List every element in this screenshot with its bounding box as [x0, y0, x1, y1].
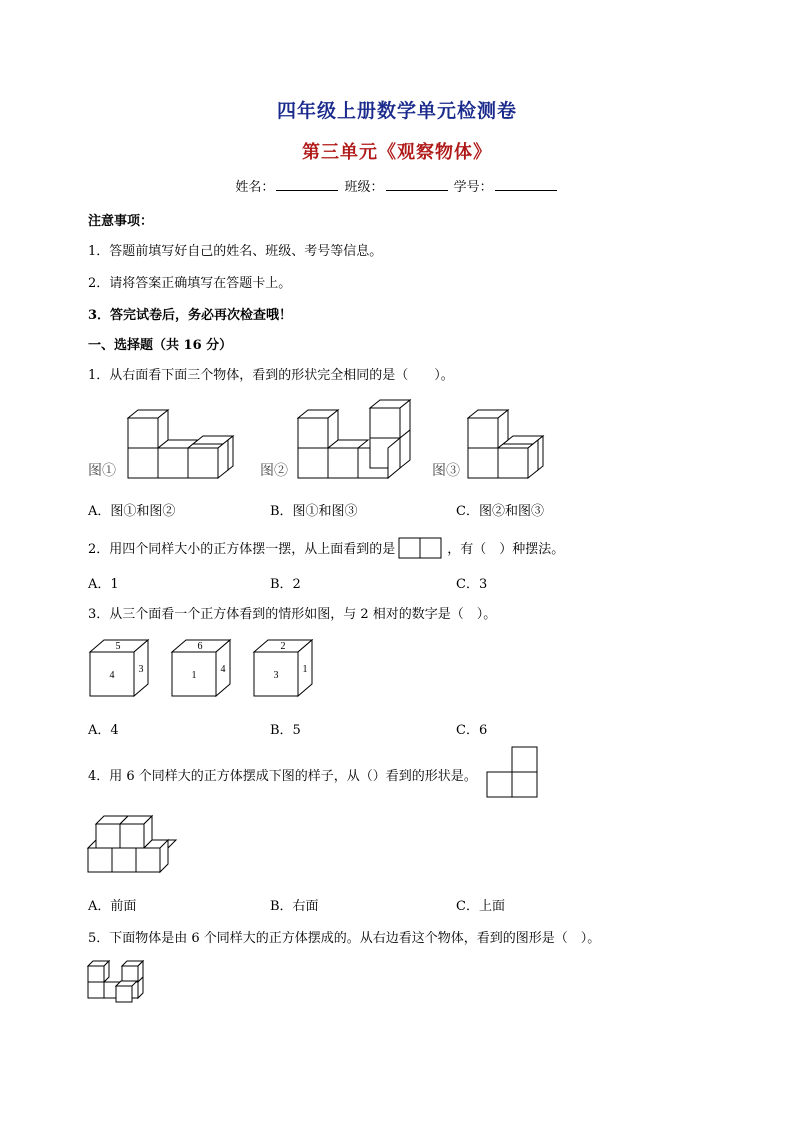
q1-figure-3	[432, 400, 572, 490]
question-2-text-before: 2．用四个同样大小的正方体摆一摆，从上面看到的是	[88, 542, 396, 557]
q1-figure-2	[260, 400, 440, 490]
q5-cube-stack	[86, 956, 156, 1006]
q3-cube1-side: 3	[138, 664, 144, 675]
question-2-text	[88, 537, 564, 559]
q2-option-b[interactable]: B．2	[270, 577, 301, 592]
q1-figure-2-label: 图②	[260, 464, 288, 479]
page-subtitle: 第三单元《观察物体》	[302, 142, 492, 163]
note-item-2: 2．请将答案正确填写在答题卡上。	[88, 276, 292, 291]
q3-cube2-side: 4	[220, 664, 226, 675]
notes-heading: 注意事项：	[88, 214, 154, 229]
q3-cube2-front: 1	[191, 670, 197, 681]
number-blank[interactable]	[495, 178, 557, 191]
q4-option-b[interactable]: B．右面	[270, 899, 319, 914]
q1-option-a[interactable]: A．图①和图②	[88, 504, 176, 519]
class-blank[interactable]	[386, 178, 448, 191]
question-4-text	[88, 765, 477, 784]
q3-option-b[interactable]: B．5	[270, 723, 301, 738]
q1-figure-3-label: 图③	[432, 464, 460, 479]
q3-option-c[interactable]: C．6	[456, 723, 488, 738]
q4-view-shape-icon	[486, 746, 540, 800]
question-5-text: 5．下面物体是由 6 个同样大的正方体摆成的。从右边看这个物体，看到的图形是（ ）。	[88, 931, 601, 946]
q3-dice-figures	[88, 638, 338, 700]
q4-cube-stack	[86, 810, 181, 880]
q4-option-c[interactable]: C．上面	[456, 899, 505, 914]
question-4-text-before: 4．用 6 个同样大的正方体摆成下图的样子，从（）看到的形状是	[88, 769, 464, 784]
q1-option-b[interactable]: B．图①和图③	[270, 504, 358, 519]
class-label: 班级：	[344, 180, 384, 195]
name-label: 姓名：	[235, 180, 275, 195]
question-2-text-after: ，有（ ）种摆法。	[447, 542, 565, 557]
q2-option-a[interactable]: A．1	[88, 577, 119, 592]
name-blank[interactable]	[276, 178, 338, 191]
question-3-text: 3．从三个面看一个正方体看到的情形如图，与 2 相对的数字是（ ）。	[88, 607, 497, 622]
q3-cube3-side: 1	[302, 664, 308, 675]
q3-cube1-top: 5	[115, 641, 121, 652]
note-item-3: 3．答完试卷后，务必再次检查哦！	[88, 308, 293, 323]
page-title: 四年级上册数学单元检测卷	[276, 100, 517, 122]
q3-cube3-front: 3	[273, 670, 279, 681]
question-4-text-after: 。	[463, 769, 477, 784]
section-heading-choice: 一、选择题（共 16 分）	[88, 338, 233, 353]
q1-option-c[interactable]: C．图②和图③	[456, 504, 544, 519]
q1-figure-1	[88, 400, 268, 490]
question-1-text: 1．从右面看下面三个物体，看到的形状完全相同的是（ ）。	[88, 368, 454, 383]
q3-cube2-top: 6	[197, 641, 203, 652]
number-label: 学号：	[453, 180, 493, 195]
q3-cube3-top: 2	[280, 641, 286, 652]
q2-top-view-icon	[398, 537, 444, 559]
student-info-line	[0, 176, 794, 195]
q2-option-c[interactable]: C．3	[456, 577, 488, 592]
q1-figure-1-label: 图①	[88, 464, 116, 479]
q3-option-a[interactable]: A．4	[88, 723, 119, 738]
q3-cube1-front: 4	[109, 670, 115, 681]
note-item-1: 1．答题前填写好自己的姓名、班级、考号等信息。	[88, 244, 383, 259]
q4-option-a[interactable]: A．前面	[88, 899, 137, 914]
